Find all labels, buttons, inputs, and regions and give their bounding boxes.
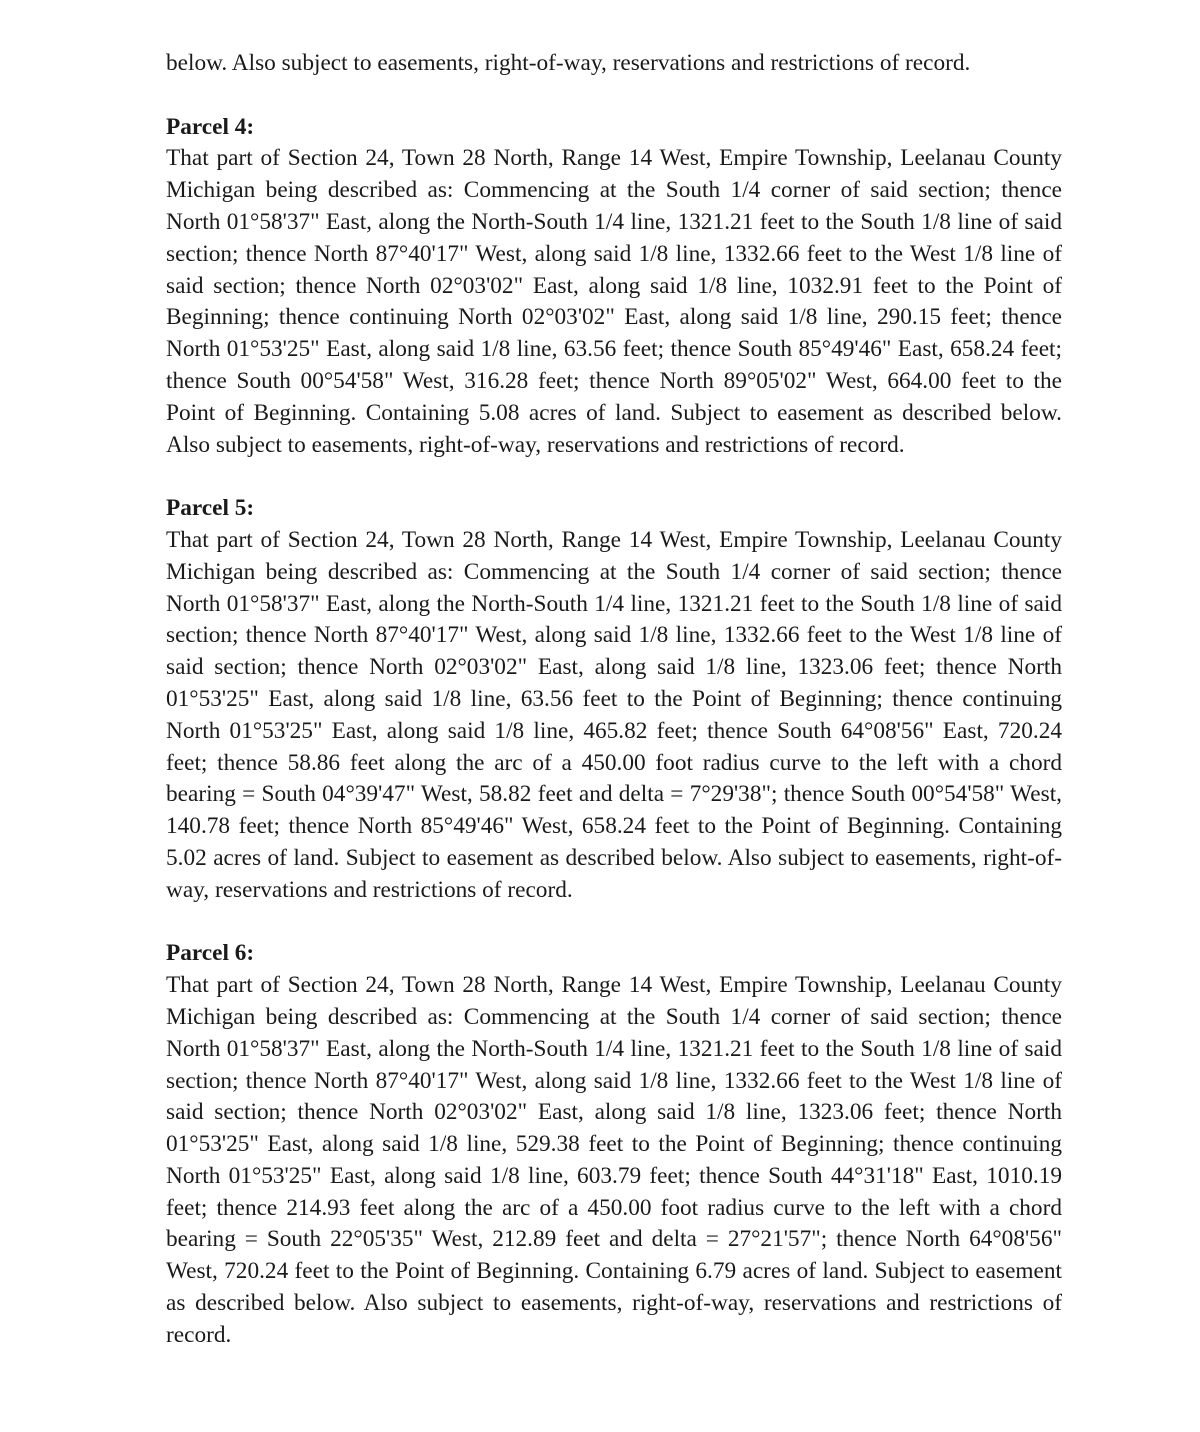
parcel-5 bbox=[166, 493, 1062, 906]
parcel-4 bbox=[166, 112, 1062, 462]
document-page bbox=[166, 48, 1062, 1352]
paragraph-gap bbox=[166, 461, 1062, 493]
paragraph-gap bbox=[166, 907, 1062, 939]
parcel-6-description: That part of Section 24, Town 28 North, Range 14 West, Empire Township, Leelanau County Michigan being described as: Commencing at the South 1/4 corner of said section; thence North 01°58'37" East, along the North-South 1/4 line, 1321.21 feet to the South 1/8 line of said section; thence North 87°40'17" West, along said 1/8 line, 1332.66 feet to the West 1/8 line of said section; thence North 02°03'02" East, along said 1/8 line, 1323.06 feet; thence North 01°53'25" East, along said 1/8 line, 529.38 feet to the Point of Beginning; thence continuing North 01°53'25" East, along said 1/8 line, 603.79 feet; thence South 44°31'18" East, 1010.19 feet; thence 214.93 feet along the arc of a 450.00 foot radius curve to the left with a chord bearing = South 22°05'35" West, 212.89 feet and delta = 27°21'57"; thence North 64°08'56" West, 720.24 feet to the Point of Beginning. Containing 6.79 acres of land. Subject to easement as described below. Also subject to easements, right-of-way, reservations and restrictions of record. bbox=[166, 972, 1062, 1348]
parcel-4-description: That part of Section 24, Town 28 North, Range 14 West, Empire Township, Leelanau County Michigan being described as: Commencing at the South 1/4 corner of said section; thence North 01°58'37" East, along the North-South 1/4 line, 1321.21 feet to the South 1/8 line of said section; thence North 87°40'17" West, along said 1/8 line, 1332.66 feet to the West 1/8 line of said section; thence North 02°03'02" East, along said 1/8 line, 1032.91 feet to the Point of Beginning; thence continuing North 02°03'02" East, along said 1/8 line, 290.15 feet; thence North 01°53'25" East, along said 1/8 line, 63.56 feet; thence South 85°49'46" East, 658.24 feet; thence South 00°54'58" West, 316.28 feet; thence North 89°05'02" West, 664.00 feet to the Point of Beginning. Containing 5.08 acres of land. Subject to easement as described below. Also subject to easements, right-of-way, reservations and restrictions of record. bbox=[166, 145, 1062, 458]
parcel-5-description: That part of Section 24, Town 28 North, Range 14 West, Empire Township, Leelanau County Michigan being described as: Commencing at the South 1/4 corner of said section; thence North 01°58'37" East, along the North-South 1/4 line, 1321.21 feet to the South 1/8 line of said section; thence North 87°40'17" West, along said 1/8 line, 1332.66 feet to the West 1/8 line of said section; thence North 02°03'02" East, along said 1/8 line, 1323.06 feet; thence North 01°53'25" East, along said 1/8 line, 63.56 feet to the Point of Beginning; thence continuing North 01°53'25" East, along said 1/8 line, 465.82 feet; thence South 64°08'56" East, 720.24 feet; thence 58.86 feet along the arc of a 450.00 foot radius curve to the left with a chord bearing = South 04°39'47" West, 58.82 feet and delta = 7°29'38"; thence South 00°54'58" West, 140.78 feet; thence North 85°49'46" West, 658.24 feet to the Point of Beginning. Containing 5.02 acres of land. Subject to easement as described below. Also subject to easements, right-of-way, reservations and restrictions of record. bbox=[166, 526, 1062, 903]
previous-parcel-tail: below. Also subject to easements, right-of-way, reservations and restrictions of record. bbox=[166, 50, 971, 76]
parcel-4-heading: Parcel 4: bbox=[166, 113, 255, 140]
parcel-6-heading: Parcel 6: bbox=[166, 940, 255, 967]
parcel-6 bbox=[166, 938, 1062, 1351]
parcel-5-heading: Parcel 5: bbox=[166, 495, 255, 522]
paragraph-gap bbox=[166, 80, 1062, 112]
